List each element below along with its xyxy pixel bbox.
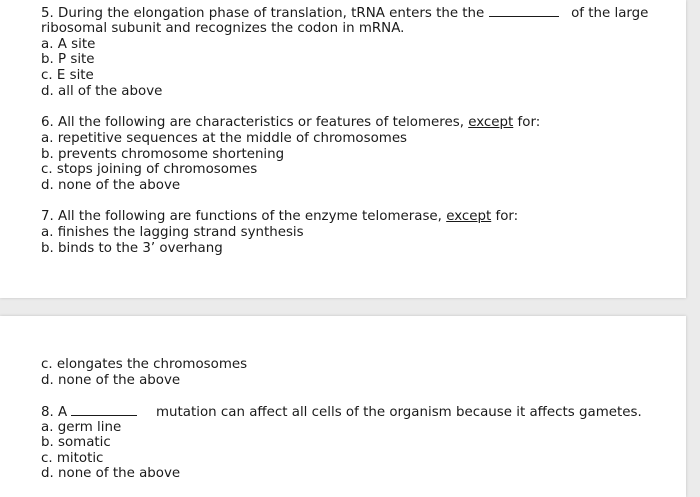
document-page-2 [0, 316, 686, 497]
q5-answer-blank [489, 5, 559, 17]
q7-option-d: d. none of the above [41, 373, 181, 388]
q8-text-before: A [58, 405, 68, 420]
q5-text-after: of the large [571, 6, 649, 21]
q8-number: 8. [41, 405, 54, 420]
q5-stem-line1 [41, 5, 648, 22]
q8-option-a: a. germ line [41, 420, 122, 435]
q8-option-c: c. mitotic [41, 451, 104, 466]
q5-option-b: b. P site [41, 52, 95, 67]
q6-stem [41, 115, 540, 131]
q8-answer-blank [71, 404, 137, 416]
q6-except-word: except [468, 115, 514, 130]
q6-option-a: a. repetitive sequences at the middle of chromosomes [41, 131, 408, 146]
q7-option-a: a. finishes the lagging strand synthesis [41, 225, 304, 240]
q5-stem-line2: ribosomal subunit and recognizes the codon in mRNA. [41, 21, 405, 36]
q7-option-c: c. elongates the chromosomes [41, 357, 248, 372]
q7-text-after: for: [495, 209, 519, 224]
q5-option-a: a. A site [41, 37, 96, 52]
q8-stem [41, 404, 642, 421]
q6-text-after: for: [517, 115, 541, 130]
q6-option-d: d. none of the above [41, 178, 181, 193]
q6-number: 6. [41, 115, 54, 130]
q7-except-word: except [446, 209, 492, 224]
q5-option-d: d. all of the above [41, 84, 163, 99]
q6-text-before: All the following are characteristics or features of telomeres, [58, 115, 464, 130]
q7-stem [41, 209, 518, 225]
q8-option-b: b. somatic [41, 435, 111, 450]
q5-number: 5. [41, 6, 54, 21]
q7-option-b: b. binds to the 3’ overhang [41, 241, 223, 256]
q8-text-after: mutation can affect all cells of the organism because it affects gametes. [156, 405, 642, 420]
q6-option-c: c. stops joining of chromosomes [41, 162, 258, 177]
q5-text-before: During the elongation phase of translation, tRNA enters the the [58, 6, 485, 21]
q8-option-d: d. none of the above [41, 466, 181, 481]
q6-option-b: b. prevents chromosome shortening [41, 147, 285, 162]
q7-text-before: All the following are functions of the enzyme telomerase, [58, 209, 442, 224]
q5-option-c: c. E site [41, 68, 94, 83]
q7-number: 7. [41, 209, 54, 224]
